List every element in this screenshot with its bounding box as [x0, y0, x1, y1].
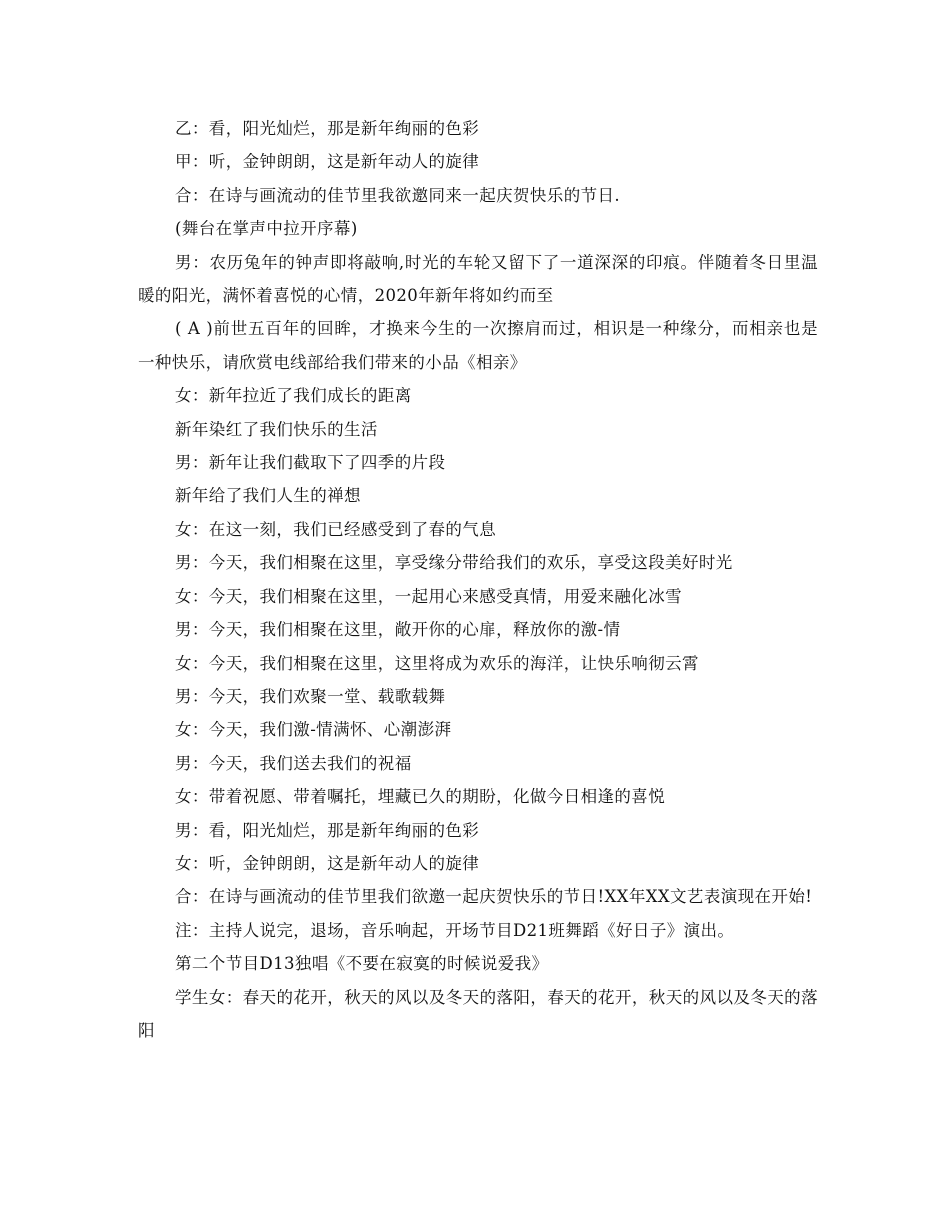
- paragraph: (舞台在掌声中拉开序幕): [175, 219, 358, 239]
- paragraph: 男：今天，我们欢聚一堂、载歌载舞: [175, 686, 446, 706]
- paragraph: 男：今天，我们送去我们的祝福: [175, 753, 412, 773]
- paragraph: 女：今天，我们相聚在这里，一起用心来感受真情，用爱来融化冰雪: [175, 586, 682, 606]
- paragraph: 合：在诗与画流动的佳节里我们欲邀一起庆贺快乐的节日!XX年XX文艺表演现在开始!: [175, 887, 813, 907]
- document-body: [138, 112, 818, 1047]
- paragraph: 女：听，金钟朗朗，这是新年动人的旋律: [175, 853, 480, 873]
- paragraph: 女：在这一刻，我们已经感受到了春的气息: [175, 519, 497, 539]
- paragraph: 女：新年拉近了我们成长的距离: [175, 386, 412, 406]
- paragraph: 注：主持人说完，退场，音乐响起，开场节目D21班舞蹈《好日子》演出。: [175, 920, 735, 940]
- paragraph: 第二个节目D13独唱《不要在寂寞的时候说爱我》: [175, 954, 549, 974]
- paragraph: 男：今天，我们相聚在这里，敞开你的心扉，释放你的激-情: [175, 620, 621, 640]
- paragraph: 乙：看，阳光灿烂，那是新年绚丽的色彩: [175, 119, 480, 138]
- paragraph: 学生女：春天的花开，秋天的风以及冬天的落阳，春天的花开，秋天的风以及冬天的落阳: [138, 987, 818, 1040]
- paragraph: 男：新年让我们截取下了四季的片段: [175, 453, 446, 473]
- paragraph: 合：在诗与画流动的佳节里我欲邀同来一起庆贺快乐的节日.: [175, 185, 621, 205]
- paragraph: 男：农历兔年的钟声即将敲响,时光的车轮又留下了一道深深的印痕。伴随着冬日里温暖的阳光，满怀着喜悦的心情，2020年新年将如约而至: [138, 252, 818, 306]
- paragraph: 女：今天，我们激-情满怀、心潮澎湃: [175, 720, 452, 740]
- paragraph: 男：看，阳光灿烂，那是新年绚丽的色彩: [175, 820, 480, 840]
- paragraph: 新年给了我们人生的禅想: [175, 486, 361, 506]
- paragraph: 男：今天，我们相聚在这里，享受缘分带给我们的欢乐，享受这段美好时光: [175, 553, 733, 573]
- paragraph: 女：今天，我们相聚在这里，这里将成为欢乐的海洋，让快乐响彻云霄: [175, 653, 699, 673]
- paragraph: 甲：听，金钟朗朗，这是新年动人的旋律: [175, 152, 480, 172]
- paragraph: ( A )前世五百年的回眸，才换来今生的一次擦肩而过，相识是一种缘分，而相亲也是一种快乐，请欣赏电线部给我们带来的小品《相亲》: [138, 319, 818, 372]
- paragraph: 女：带着祝愿、带着嘱托，埋藏已久的期盼，化做今日相逢的喜悦: [175, 787, 666, 807]
- paragraph: 新年染红了我们快乐的生活: [175, 419, 378, 439]
